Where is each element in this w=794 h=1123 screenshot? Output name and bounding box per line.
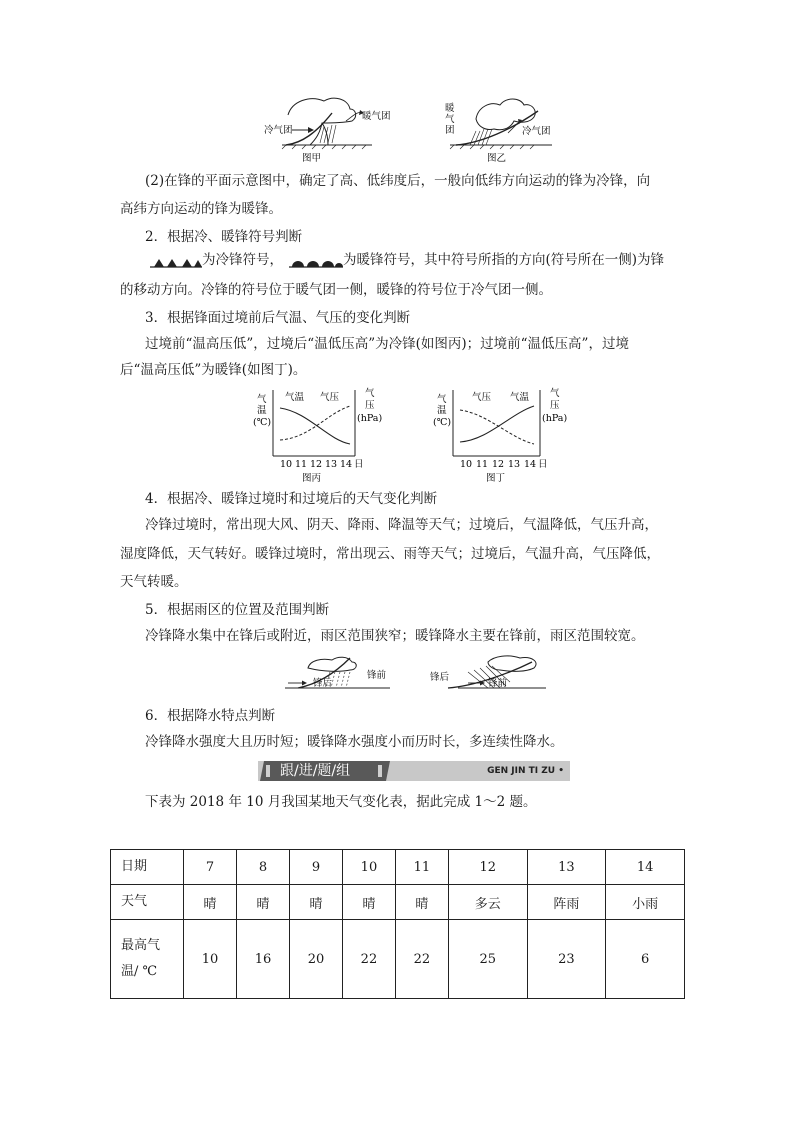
warm-air-label: 暖气团 bbox=[362, 111, 391, 122]
weather-cell: 阵雨 bbox=[527, 885, 606, 920]
behind-front-label: 锋后 bbox=[430, 672, 450, 683]
temp-cell: 22 bbox=[395, 920, 448, 999]
date-cell: 14 bbox=[606, 850, 685, 885]
figure-bing-chart bbox=[250, 386, 390, 484]
row-label-date: 日期 bbox=[111, 850, 184, 885]
temp-cell: 23 bbox=[527, 920, 606, 999]
paragraph-symbols-line-2: 的移动方向。冷锋的符号位于暖气团一侧，暖锋的符号位于冷气团一侧。 bbox=[120, 282, 552, 298]
heading-2: 2．根据冷、暖锋符号判断 bbox=[145, 229, 303, 245]
pressure-curve-label: 气压 bbox=[472, 392, 492, 403]
heading-4: 4．根据冷、暖锋过境时和过境后的天气变化判断 bbox=[145, 491, 438, 507]
paragraph-4-line-2: 湿度降低，天气转好。暖锋过境时，常出现云、雨等天气；过境后，气温升高，气压降低， bbox=[120, 546, 660, 562]
ahead-front-label: 锋前 bbox=[488, 678, 508, 689]
paragraph-3-line-2: 后“温高压低”为暖锋(如图丁)。 bbox=[120, 362, 307, 378]
table-row-max-temp bbox=[111, 920, 685, 999]
figure-jia-caption: 图甲 bbox=[302, 153, 322, 164]
temperature-curve-label: 气温 bbox=[510, 392, 530, 403]
y-axis-right-unit: (hPa) bbox=[357, 413, 383, 424]
heading-6: 6．根据降水特点判断 bbox=[145, 708, 276, 724]
weather-cell: 小雨 bbox=[606, 885, 685, 920]
cold-air-label: 冷气团 bbox=[522, 126, 551, 137]
weather-cell: 多云 bbox=[448, 885, 527, 920]
date-cell: 12 bbox=[448, 850, 527, 885]
warm-air-char-1: 暖 bbox=[445, 103, 455, 114]
behind-front-label: 锋后 bbox=[313, 678, 333, 689]
y-axis-right-unit: (hPa) bbox=[542, 413, 568, 424]
weather-cell: 晴 bbox=[236, 885, 289, 920]
paragraph-3-line-1: 过境前“温高压低”，过境后“温低压高”为冷锋(如图丙)；过境前“温低压高”，过境 bbox=[145, 336, 629, 352]
weather-cell: 晴 bbox=[184, 885, 237, 920]
date-cell: 9 bbox=[289, 850, 342, 885]
y-axis-right-char-1: 气 bbox=[550, 388, 560, 399]
y-axis-left-char-2: 温 bbox=[257, 405, 267, 416]
figure-bing-caption: 图丙 bbox=[302, 473, 322, 484]
figure-yi bbox=[442, 93, 577, 165]
x-tick: 12 bbox=[492, 459, 505, 470]
x-tick: 13 bbox=[325, 459, 338, 470]
figure-ding-caption: 图丁 bbox=[486, 473, 506, 484]
pressure-curve-label: 气压 bbox=[320, 392, 340, 403]
table-row-weather bbox=[111, 885, 685, 920]
ahead-front-label: 锋前 bbox=[367, 670, 387, 681]
y-axis-left-char-1: 气 bbox=[437, 394, 447, 405]
paragraph-6: 冷锋降水强度大且历时短；暖锋降水强度小而历时长，多连续性降水。 bbox=[145, 734, 564, 750]
x-tick: 10 bbox=[280, 459, 293, 470]
weather-table bbox=[110, 849, 685, 999]
y-axis-left-unit: (℃) bbox=[253, 417, 272, 428]
x-tick: 11 bbox=[476, 459, 489, 470]
weather-cell: 晴 bbox=[289, 885, 342, 920]
row-label-weather: 天气 bbox=[111, 885, 184, 920]
weather-cell: 晴 bbox=[342, 885, 395, 920]
y-axis-left-char-1: 气 bbox=[257, 394, 267, 405]
date-cell: 7 bbox=[184, 850, 237, 885]
y-axis-right-char-1: 气 bbox=[365, 388, 375, 399]
warm-front-symbol-icon bbox=[289, 257, 343, 269]
paragraph-5: 冷锋降水集中在锋后或附近，雨区范围狭窄；暖锋降水主要在锋前，雨区范围较宽。 bbox=[145, 628, 645, 644]
section-banner bbox=[258, 761, 570, 781]
figure-yi-caption: 图乙 bbox=[487, 153, 507, 164]
paragraph-2-line-2: 高纬方向运动的锋为暖锋。 bbox=[120, 201, 282, 217]
temp-cell: 25 bbox=[448, 920, 527, 999]
row-label-max-temp: 最高气 温/ ℃ bbox=[111, 920, 184, 999]
warm-front-symbol-text: 为暖锋符号，其中符号所指的方向(符号所在一侧)为锋 bbox=[343, 252, 665, 268]
figure-ding-chart bbox=[430, 386, 570, 484]
warm-air-char-3: 团 bbox=[445, 125, 455, 136]
banner-pinyin: GEN JIN TI ZU • bbox=[487, 766, 564, 776]
y-axis-left-char-2: 温 bbox=[437, 405, 447, 416]
temp-cell: 16 bbox=[236, 920, 289, 999]
temp-cell: 6 bbox=[606, 920, 685, 999]
temperature-curve-label: 气温 bbox=[285, 392, 305, 403]
paragraph-4-line-1: 冷锋过境时，常出现大风、阴天、降雨、降温等天气；过境后，气温降低，气压升高， bbox=[145, 517, 658, 533]
heading-3: 3．根据锋面过境前后气温、气压的变化判断 bbox=[145, 310, 411, 326]
x-axis-unit: 日 bbox=[354, 459, 364, 470]
date-cell: 10 bbox=[342, 850, 395, 885]
y-axis-left-unit: (℃) bbox=[433, 417, 452, 428]
x-tick: 14 bbox=[340, 459, 353, 470]
x-tick: 10 bbox=[460, 459, 473, 470]
heading-5: 5．根据雨区的位置及范围判断 bbox=[145, 602, 330, 618]
table-row-date bbox=[111, 850, 685, 885]
paragraph-2-line-1: (2)在锋的平面示意图中，确定了高、低纬度后，一般向低纬方向运动的锋为冷锋，向 bbox=[145, 173, 651, 189]
temp-cell: 22 bbox=[342, 920, 395, 999]
cold-air-label: 冷气团 bbox=[264, 125, 293, 136]
x-tick: 13 bbox=[508, 459, 521, 470]
y-axis-right-char-2: 压 bbox=[550, 400, 560, 411]
date-cell: 11 bbox=[395, 850, 448, 885]
x-axis-unit: 日 bbox=[538, 459, 548, 470]
figure-jia bbox=[262, 93, 402, 165]
x-tick: 14 bbox=[524, 459, 537, 470]
date-cell: 8 bbox=[236, 850, 289, 885]
x-tick: 11 bbox=[295, 459, 308, 470]
x-tick: 12 bbox=[310, 459, 323, 470]
warm-front-rain-figure bbox=[428, 652, 548, 694]
temp-cell: 20 bbox=[289, 920, 342, 999]
question-intro: 下表为 2018 年 10 月我国某地天气变化表，据此完成 1～2 题。 bbox=[145, 794, 537, 810]
banner-title: 跟/进/题/组 bbox=[280, 763, 351, 779]
cold-front-symbol-text: 为冷锋符号， bbox=[202, 252, 283, 268]
paragraph-4-line-3: 天气转暖。 bbox=[120, 574, 188, 590]
cold-front-symbol-icon bbox=[150, 257, 202, 269]
temp-cell: 10 bbox=[184, 920, 237, 999]
cold-front-rain-figure bbox=[280, 652, 395, 694]
y-axis-right-char-2: 压 bbox=[365, 400, 375, 411]
weather-cell: 晴 bbox=[395, 885, 448, 920]
date-cell: 13 bbox=[527, 850, 606, 885]
warm-air-char-2: 气 bbox=[445, 114, 455, 125]
